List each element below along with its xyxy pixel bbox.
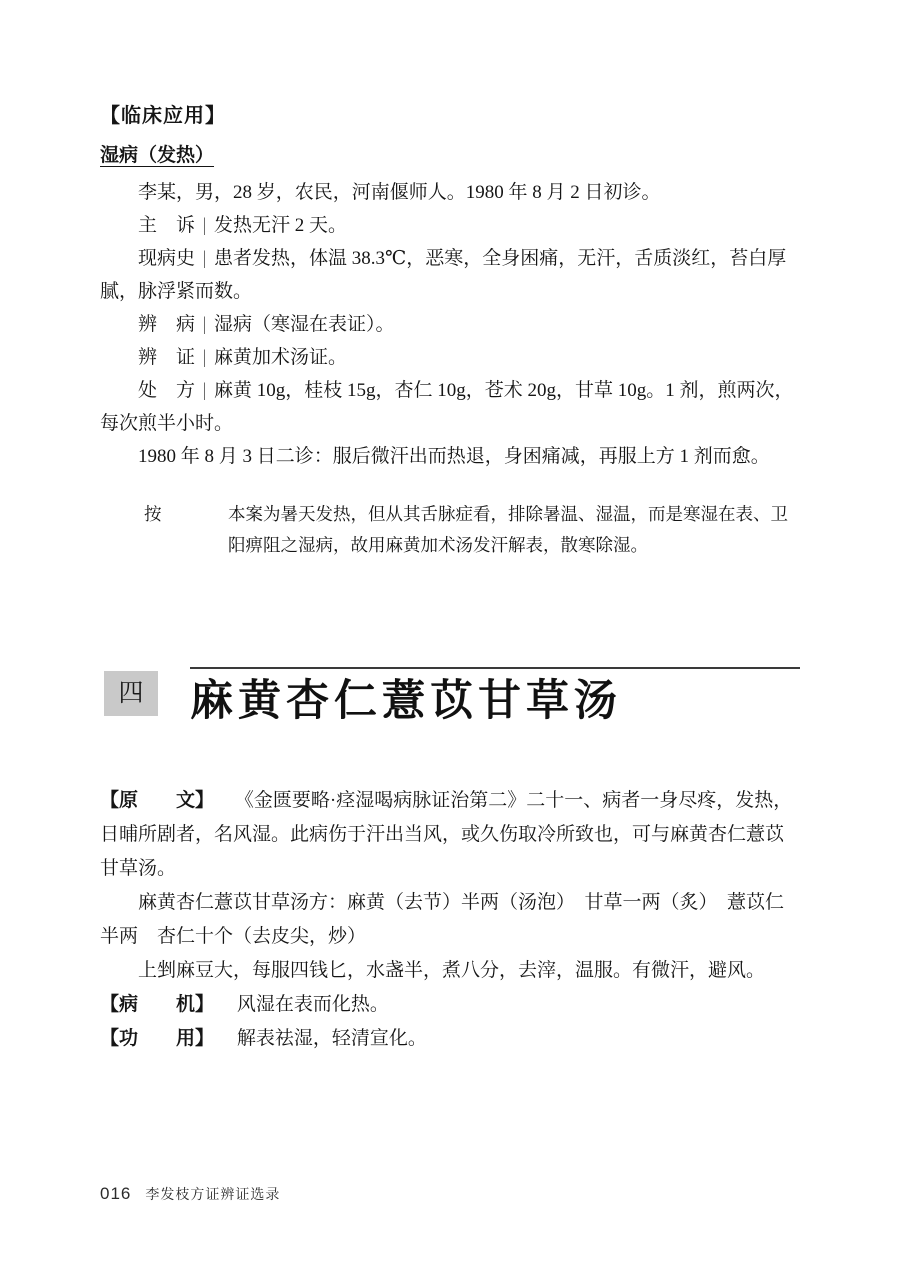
field-label: 辨 病 <box>138 314 196 335</box>
case-intro-paragraph: 李某，男，28 岁，农民，河南偃师人。1980 年 8 月 2 日初诊。 <box>138 182 661 203</box>
clinical-application-heading: 【临床应用】 <box>100 105 226 127</box>
field-text: 湿病（寒湿在表证）。 <box>214 314 395 335</box>
field-separator: | <box>202 347 207 368</box>
field-separator: | <box>202 248 207 269</box>
pathogenesis-text: 风湿在表而化热。 <box>236 994 389 1016</box>
original-text-body: 《金匮要略·痉湿喝病脉证治第二》二十一、病者一身尽疼，发热，日晡所剧者，名风湿。此病伤于汗出当风，或久伤取冷所致也，可与麻黄杏仁薏苡甘草汤。 <box>100 790 793 880</box>
field-separator: | <box>202 380 207 401</box>
field-disease-differentiation <box>100 308 800 341</box>
pathogenesis-label: 【病 机】 <box>100 994 215 1016</box>
pathogenesis-line <box>100 988 800 1022</box>
case-title <box>100 139 800 172</box>
page-content <box>100 100 800 1056</box>
field-text: 发热无汗 2 天。 <box>214 215 348 236</box>
field-separator: | <box>202 215 207 236</box>
function-label: 【功 用】 <box>100 1028 215 1050</box>
field-text: 麻黄 10g，桂枝 15g，杏仁 10g，苍术 20g，甘草 10g。1 剂，煎两次，每次煎半小时。 <box>100 380 794 434</box>
section-title: 麻黄杏仁薏苡甘草汤 <box>190 677 622 725</box>
field-separator: | <box>202 314 207 335</box>
book-title: 李发枝方证辨证选录 <box>145 1186 281 1202</box>
field-present-illness <box>100 242 800 308</box>
followup-paragraph: 1980 年 8 月 3 日二诊：服后微汗出而热退，身困痛减，再服上方 1 剂而愈。 <box>138 446 770 467</box>
commentary-block <box>144 499 800 561</box>
commentary-label: 按 <box>144 504 162 524</box>
page-footer <box>100 1184 280 1204</box>
section-body <box>100 784 800 1056</box>
section-header <box>100 667 800 726</box>
case-title-text: 湿病（发热） <box>100 145 215 166</box>
formula-paragraph: 麻黄杏仁薏苡甘草汤方：麻黄（去节）半两（汤泡） 甘草一两（炙） 薏苡仁半两 杏仁十个（去皮尖，炒） <box>100 892 785 948</box>
preparation-paragraph: 上剉麻豆大，每服四钱匕，水盏半，煮八分，去滓，温服。有微汗，避风。 <box>138 960 766 982</box>
page-number: 016 <box>100 1184 132 1203</box>
original-text-paragraph <box>100 784 800 886</box>
field-text: 麻黄加术汤证。 <box>214 347 348 368</box>
original-text-label: 【原 文】 <box>100 790 215 812</box>
function-line <box>100 1022 800 1056</box>
field-prescription <box>100 374 800 440</box>
section-number-box: 四 <box>104 671 158 716</box>
field-label: 主 诉 <box>138 215 196 236</box>
function-text: 解表祛湿，轻清宣化。 <box>236 1028 427 1050</box>
field-label: 处 方 <box>138 380 196 401</box>
field-label: 现病史 <box>138 248 196 269</box>
field-pattern-differentiation <box>100 341 800 374</box>
section-title-rule <box>190 667 800 726</box>
field-chief-complaint <box>100 209 800 242</box>
commentary-text: 本案为暑天发热，但从其舌脉症看，排除暑温、湿温，而是寒湿在表、卫阳痹阻之湿病，故用麻黄加术汤发汗解表，散寒除湿。 <box>228 504 788 555</box>
field-text: 患者发热，体温 38.3℃，恶寒，全身困痛，无汗，舌质淡红，苔白厚腻，脉浮紧而数。 <box>100 248 787 302</box>
field-label: 辨 证 <box>138 347 196 368</box>
